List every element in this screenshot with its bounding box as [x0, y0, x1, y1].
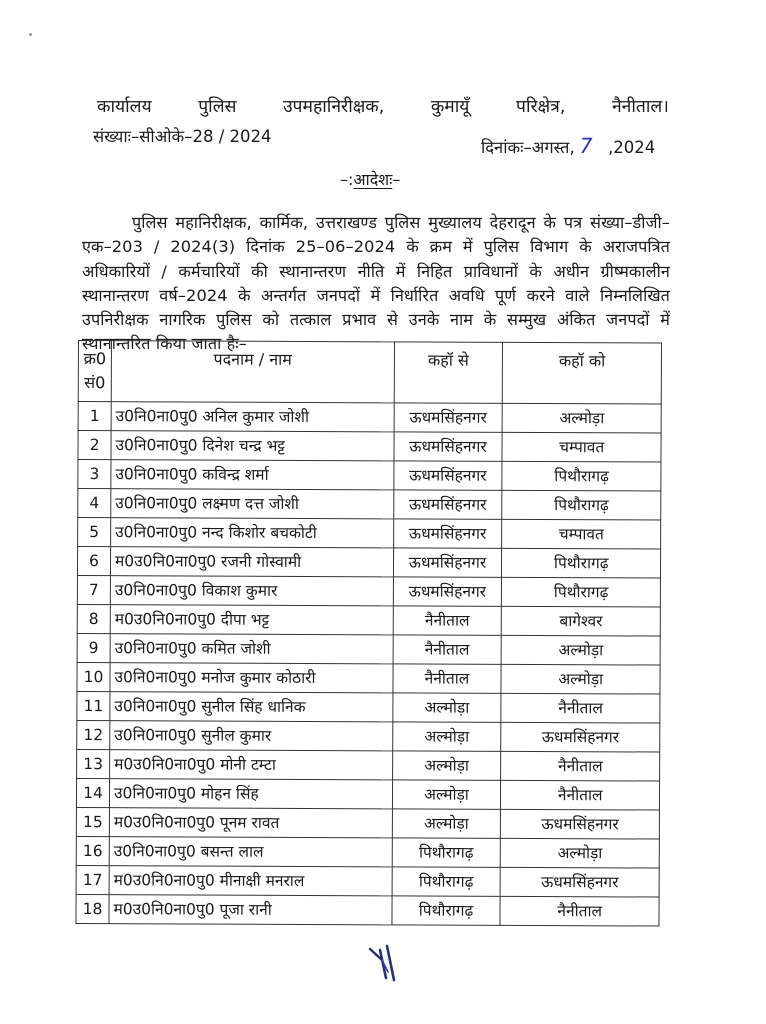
header-to: कहॉ को	[503, 342, 662, 404]
from-district-cell: ऊधमसिंहनगर	[393, 577, 502, 606]
designation-name-cell: उ0नि0ना0पु0 बसन्त लाल	[109, 837, 392, 867]
from-district-cell: ऊधमसिंहनगर	[394, 403, 503, 432]
table-row	[76, 836, 659, 868]
designation-name-cell: उ0नि0ना0पु0 मनोज कुमार कोठारी	[110, 663, 393, 693]
to-district-cell: अल्मोड़ा	[503, 403, 662, 433]
to-district-cell: चम्पावत	[502, 519, 661, 549]
from-district-cell: अल्मोड़ा	[392, 751, 501, 780]
order-date	[481, 135, 655, 159]
to-district-cell: ऊधमसिंहनगर	[501, 809, 660, 839]
table-row	[77, 691, 660, 723]
serial-number-cell: 14	[76, 778, 109, 807]
order-title-suffix: –	[392, 170, 401, 189]
serial-number-cell: 16	[76, 836, 109, 865]
to-district-cell: अल्मोड़ा	[501, 635, 660, 665]
header-sn-line2: सं0	[84, 373, 106, 393]
date-prefix: दिनांकः–अगस्त,	[481, 138, 575, 157]
designation-name-cell: उ0नि0ना0पु0 सुनील कुमार	[110, 721, 393, 751]
designation-name-cell: म0उ0नि0ना0पु0 पूनम रावत	[109, 808, 392, 838]
to-district-cell: नैनीताल	[501, 780, 660, 810]
from-district-cell: ऊधमसिंहनगर	[393, 490, 502, 519]
to-district-cell: पिथौरागढ़	[502, 577, 661, 607]
office-word: कुमायूँ	[430, 97, 470, 117]
table-row	[77, 633, 660, 665]
table-row	[77, 547, 660, 579]
designation-name-cell: उ0नि0ना0पु0 कमित जोशी	[110, 634, 393, 664]
serial-number-cell: 6	[77, 547, 110, 576]
from-district-cell: पिथौरागढ़	[391, 896, 500, 925]
designation-name-cell: उ0नि0ना0पु0 मोहन सिंह	[109, 779, 392, 809]
table-row	[77, 662, 660, 694]
designation-name-cell: उ0नि0ना0पु0 विकाश कुमार	[110, 576, 393, 606]
order-title-text: आदेशः	[353, 170, 393, 189]
designation-name-cell: उ0नि0ना0पु0 दिनेश चन्द्र भट्ट	[111, 431, 394, 461]
serial-number-cell: 12	[77, 720, 110, 749]
scan-speck	[28, 32, 32, 36]
table-row	[78, 489, 661, 521]
to-district-cell: ऊधमसिंहनगर	[501, 722, 660, 752]
designation-name-cell: म0उ0नि0ना0पु0 दीपा भट्ट	[110, 605, 393, 635]
to-district-cell: पिथौरागढ़	[502, 490, 661, 520]
serial-number-cell: 9	[77, 633, 110, 662]
office-word: परिक्षेत्र,	[516, 97, 566, 117]
table-row	[78, 460, 661, 492]
serial-number-cell: 7	[77, 575, 110, 604]
designation-name-cell: उ0नि0ना0पु0 लक्ष्मण दत्त जोशी	[111, 489, 394, 519]
header-designation-name: पदनाम / नाम	[111, 341, 394, 403]
table-header-row	[78, 341, 661, 405]
designation-name-cell: म0उ0नि0ना0पु0 मोनी टम्टा	[110, 750, 393, 780]
signature-initials	[368, 944, 408, 986]
transfer-table	[75, 340, 662, 927]
designation-name-cell: म0उ0नि0ना0पु0 पूजा रानी	[109, 895, 392, 925]
serial-number-cell: 18	[76, 894, 109, 923]
serial-number-cell: 15	[76, 807, 109, 836]
table-row	[76, 865, 659, 897]
table-row	[76, 778, 659, 810]
to-district-cell: नैनीताल	[501, 693, 660, 723]
serial-number-cell: 2	[78, 431, 111, 460]
date-year: ,2024	[608, 138, 656, 157]
table-row	[78, 431, 661, 463]
header-serial-number	[78, 341, 111, 402]
serial-number-cell: 10	[77, 662, 110, 691]
serial-number-cell: 3	[78, 460, 111, 489]
to-district-cell: नैनीताल	[500, 896, 659, 926]
serial-number-cell: 11	[77, 691, 110, 720]
table-row	[77, 749, 660, 781]
header-sn-line1: क्र0	[83, 349, 107, 369]
to-district-cell: पिथौरागढ़	[502, 548, 661, 578]
designation-name-cell: म0उ0नि0ना0पु0 रजनी गोस्वामी	[110, 547, 393, 577]
serial-number-cell: 1	[78, 402, 111, 431]
reference-number: संख्याः–सीओके–28 / 2024	[93, 127, 272, 146]
designation-name-cell: उ0नि0ना0पु0 कविन्द्र शर्मा	[111, 460, 394, 490]
to-district-cell: पिथौरागढ़	[502, 461, 661, 491]
from-district-cell: ऊधमसिंहनगर	[393, 461, 502, 490]
serial-number-cell: 8	[77, 604, 110, 633]
to-district-cell: अल्मोड़ा	[501, 664, 660, 694]
serial-number-cell: 17	[76, 865, 109, 894]
table-row	[76, 807, 659, 839]
designation-name-cell: उ0नि0ना0पु0 नन्द किशोर बचकोटी	[111, 518, 394, 548]
office-word: नैनीताल।	[611, 97, 669, 117]
designation-name-cell: उ0नि0ना0पु0 सुनील सिंह धानिक	[110, 692, 393, 722]
to-district-cell: नैनीताल	[501, 751, 660, 781]
office-word: कार्यालय	[97, 97, 152, 117]
order-title	[340, 170, 400, 190]
from-district-cell: अल्मोड़ा	[392, 693, 501, 722]
from-district-cell: पिथौरागढ़	[392, 867, 501, 896]
office-word: उपमहानिरीक्षक,	[282, 97, 385, 117]
table-row	[76, 894, 659, 926]
serial-number-cell: 13	[77, 749, 110, 778]
from-district-cell: नैनीताल	[393, 664, 502, 693]
to-district-cell: ऊधमसिंहनगर	[500, 867, 659, 897]
header-from: कहॉ से	[394, 342, 503, 403]
from-district-cell: पिथौरागढ़	[392, 838, 501, 867]
to-district-cell: अल्मोड़ा	[501, 838, 660, 868]
designation-name-cell: उ0नि0ना0पु0 अनिल कुमार जोशी	[111, 402, 394, 432]
designation-name-cell: म0उ0नि0ना0पु0 मीनाक्षी मनराल	[109, 866, 392, 896]
table-row	[78, 402, 661, 434]
handwritten-date-day: 7	[576, 134, 595, 158]
to-district-cell: बागेश्वर	[502, 606, 661, 636]
office-header	[97, 96, 669, 118]
from-district-cell: अल्मोड़ा	[392, 722, 501, 751]
from-district-cell: ऊधमसिंहनगर	[393, 548, 502, 577]
from-district-cell: ऊधमसिंहनगर	[394, 432, 503, 461]
from-district-cell: अल्मोड़ा	[392, 809, 501, 838]
from-district-cell: ऊधमसिंहनगर	[393, 519, 502, 548]
order-title-prefix: –:	[340, 170, 354, 189]
table-row	[78, 518, 661, 550]
from-district-cell: नैनीताल	[393, 606, 502, 635]
from-district-cell: नैनीताल	[393, 635, 502, 664]
from-district-cell: अल्मोड़ा	[392, 780, 501, 809]
order-body: पुलिस महानिरीक्षक, कार्मिक, उत्तराखण्ड पुलिस मुख्यालय देहरादून के पत्र संख्या–डीजी–एक–203 / 2024(3) दिनांक 25–06–2024 के क्रम में पुलिस विभाग के अराजपत्रित अधिकारियों / कर्मचारियों की स्थानान्तरण नीति में निहित प्राविधानों के अधीन ग्रीष्मकालीन स्थानान्तरण वर्ष–2024 के अन्तर्गत जनपदों में निर्धारित अवधि पूर्ण करने वाले निम्नलिखित उपनिरीक्षक नागरिक पुलिस को तत्काल प्रभाव से उनके नाम के सम्मुख अंकित जनपदों में स्थानान्तरित किया जाता हैः–	[82, 213, 670, 354]
serial-number-cell: 5	[78, 518, 111, 547]
serial-number-cell: 4	[78, 489, 111, 518]
table-row	[77, 720, 660, 752]
table-row	[77, 575, 660, 607]
to-district-cell: चम्पावत	[502, 432, 661, 462]
table-row	[77, 604, 660, 636]
office-word: पुलिस	[198, 97, 237, 117]
